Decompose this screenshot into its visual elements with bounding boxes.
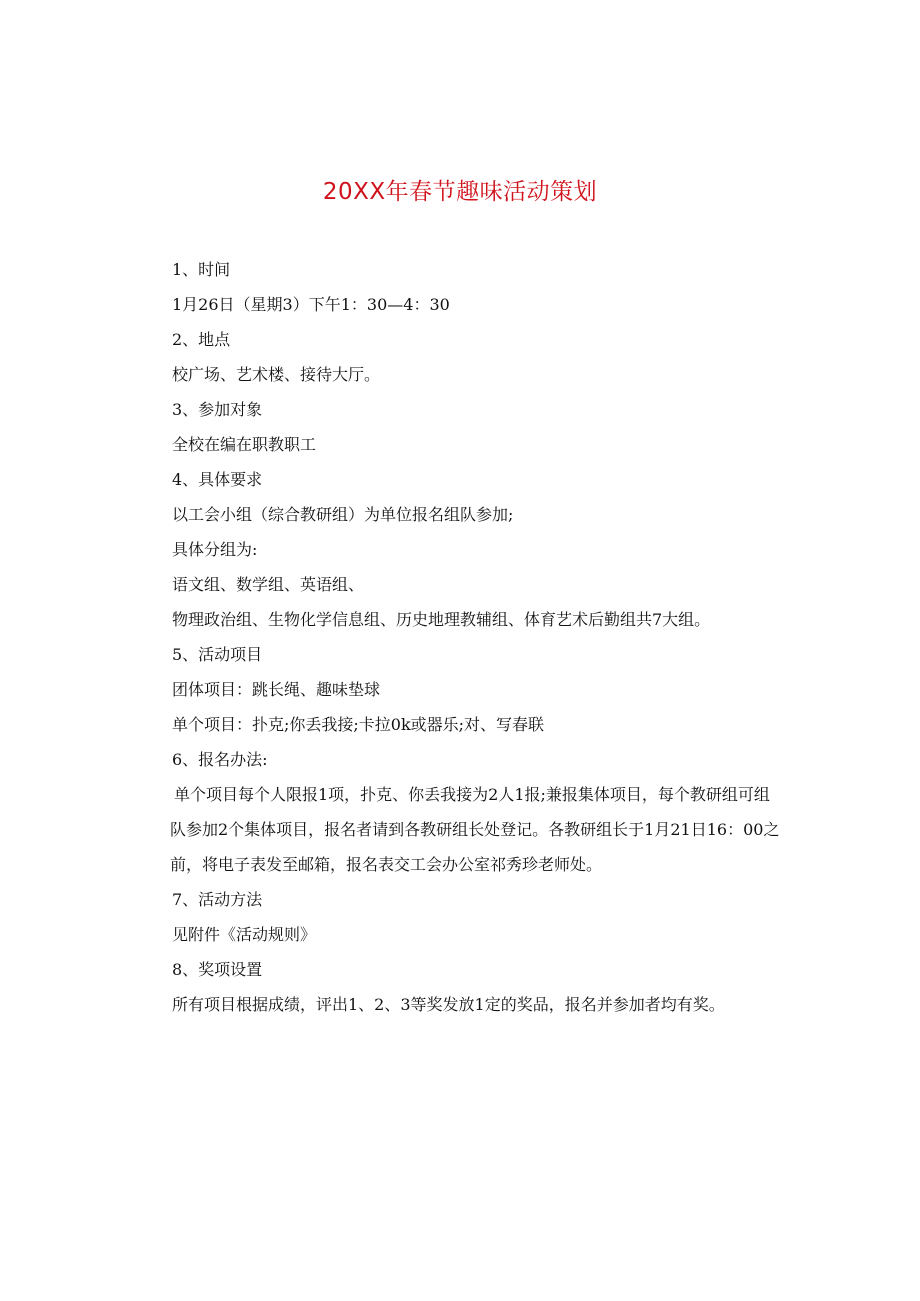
section-heading-time: 1、时间 (172, 260, 231, 279)
section-text-time: 1月26日（星期3）下午1：30—4：30 (172, 295, 450, 314)
section-text-events-2: 单个项目：扑克;你丢我接;卡拉0k或器乐;对、写春联 (172, 715, 545, 734)
document-title: 20XX年春节趣味活动策划 (322, 179, 598, 205)
section-heading-requirements: 4、具体要求 (172, 470, 263, 489)
section-heading-participants: 3、参加对象 (172, 400, 263, 419)
section-heading-method: 7、活动方法 (172, 890, 263, 909)
section-text-method: 见附件《活动规则》 (172, 925, 317, 944)
document-body (170, 252, 780, 1022)
section-text-events-1: 团体项目：跳长绳、趣味垫球 (172, 680, 381, 699)
section-heading-location: 2、地点 (172, 330, 231, 349)
section-text-requirements-3: 语文组、数学组、英语组、 (172, 575, 365, 594)
section-text-participants: 全校在编在职教职工 (172, 435, 317, 454)
section-paragraph-registration: 单个项目每个人限报1项，扑克、你丢我接为2人1报;兼报集体项目，每个教研组可组队参加2个集体项目，报名者请到各教研组长处登记。各教研组长于1月21日16：00之前，将电子表发至邮箱，报名表交工会办公室祁秀珍老师处。 (170, 785, 780, 874)
section-text-location: 校广场、艺术楼、接待大厅。 (172, 365, 381, 384)
section-text-awards: 所有项目根据成绩，评出1、2、3等奖发放1定的奖品，报名并参加者均有奖。 (172, 995, 725, 1014)
section-heading-awards: 8、奖项设置 (172, 960, 263, 979)
section-text-requirements-4: 物理政治组、生物化学信息组、历史地理教辅组、体育艺术后勤组共7大组。 (172, 610, 711, 629)
section-text-requirements-1: 以工会小组（综合教研组）为单位报名组队参加; (172, 505, 514, 524)
section-heading-events: 5、活动项目 (172, 645, 263, 664)
section-heading-registration: 6、报名办法: (172, 750, 268, 769)
section-text-requirements-2: 具体分组为: (172, 540, 258, 559)
